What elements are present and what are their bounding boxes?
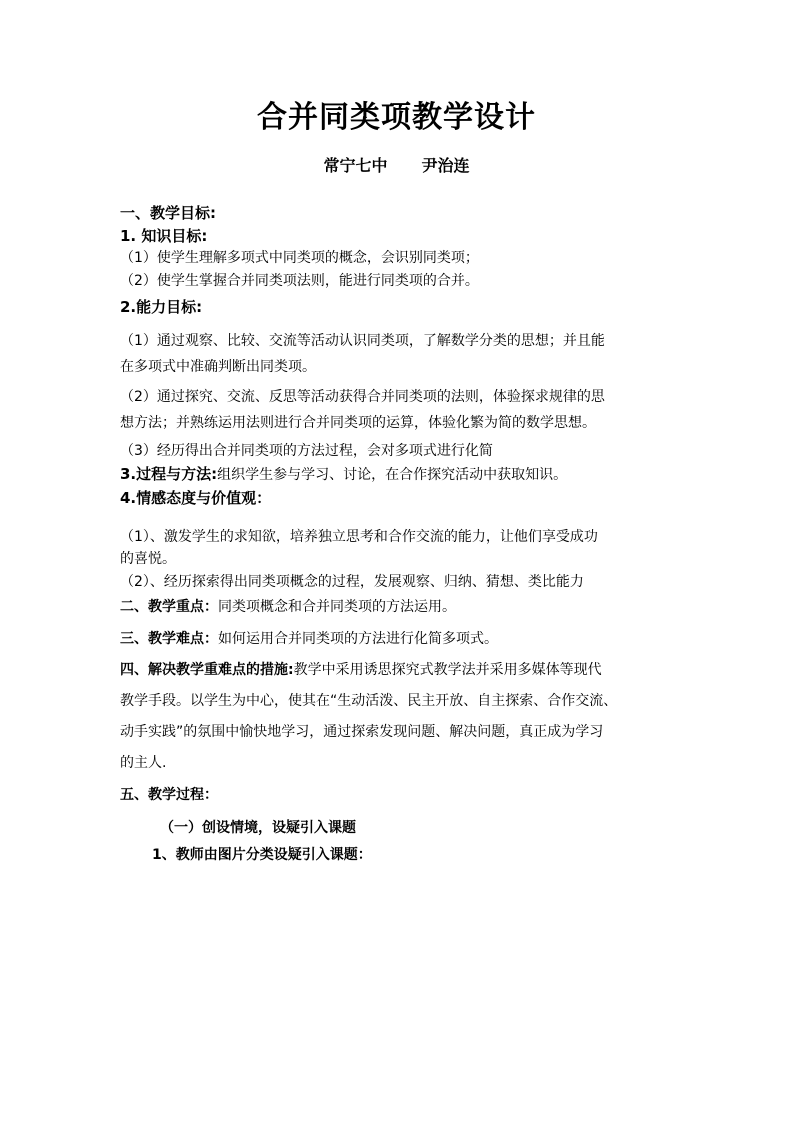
ability-item-3: （3）经历得出合并同类项的方法过程，会对多项式进行化简 (120, 443, 493, 459)
emotion-item-2: （2）、经历探索得出同类项概念的过程，发展观察、归纳、猜想、类比能力 (120, 574, 584, 590)
key-point-text: 同类项概念和合并同类项的方法运用。 (218, 599, 456, 615)
measures-text-1: 教学中采用诱思探究式教学法并采用多媒体等现代 (293, 662, 602, 678)
process-label: 3.过程与方法: (120, 465, 218, 483)
ability-item-2-line-2: 想方法；并熟练运用法则进行合并同类项的运算，体验化繁为简的数学思想。 (120, 415, 596, 431)
author-name: 尹治连 (421, 156, 470, 175)
knowledge-item-1: （1）使学生理解多项式中同类项的概念，会识别同类项； (120, 250, 479, 266)
procedure-subheading-1: （一）创设情境，设疑引入课题 (160, 820, 356, 836)
ability-item-2-line-1: （2）通过探究、交流、反思等活动获得合并同类项的法则，体验探求规律的思 (120, 389, 605, 405)
key-point-label: 二、教学重点： (120, 599, 218, 615)
school-name: 常宁七中 (323, 156, 388, 175)
objectives-heading: 一、教学目标: (120, 204, 216, 222)
difficulty-text: 如何运用合并同类项的方法进行化简多项式。 (218, 631, 498, 647)
measures-label: 四、解决教学重难点的措施: (120, 662, 294, 678)
emotion-item-1-line-2: 的喜悦。 (120, 551, 176, 567)
key-point-line (120, 597, 680, 617)
process-line (120, 464, 680, 485)
ability-item-1-line-1: （1）通过观察、比较、交流等活动认识同类项，了解数学分类的思想；并且能 (120, 333, 605, 349)
ability-heading: 2.能力目标: (120, 298, 203, 316)
procedure-heading: 五、教学过程： (120, 787, 218, 803)
knowledge-item-2: （2）使学生掌握合并同类项法则，能进行同类项的合并。 (120, 273, 479, 289)
difficulty-label: 三、教学难点： (120, 631, 218, 647)
document-title: 合并同类项教学设计 (257, 100, 536, 135)
knowledge-heading: 1. 知识目标: (120, 227, 208, 245)
measures-line-1 (120, 660, 680, 680)
measures-line-3: 动手实践”的氛围中愉快地学习，通过探索发现问题、解决问题，真正成为学习 (120, 724, 604, 740)
ability-item-1-line-2: 在多项式中准确判断出同类项。 (120, 359, 316, 375)
process-text: 组织学生参与学习、讨论，在合作探究活动中获取知识。 (217, 467, 568, 483)
difficulty-line (120, 629, 680, 649)
emotion-heading: 4.情感态度与价值观： (120, 489, 272, 507)
emotion-item-1-line-1: （1）、激发学生的求知欲，培养独立思考和合作交流的能力，让他们享受成功 (120, 529, 598, 545)
author-line (0, 154, 793, 178)
measures-line-2: 教学手段。以学生为中心，使其在“生动活泼、民主开放、自主探索、合作交流、 (120, 693, 618, 709)
procedure-subheading-2: 1、教师由图片分类设疑引入课题： (152, 847, 372, 863)
measures-line-4: 的主人. (120, 755, 167, 771)
